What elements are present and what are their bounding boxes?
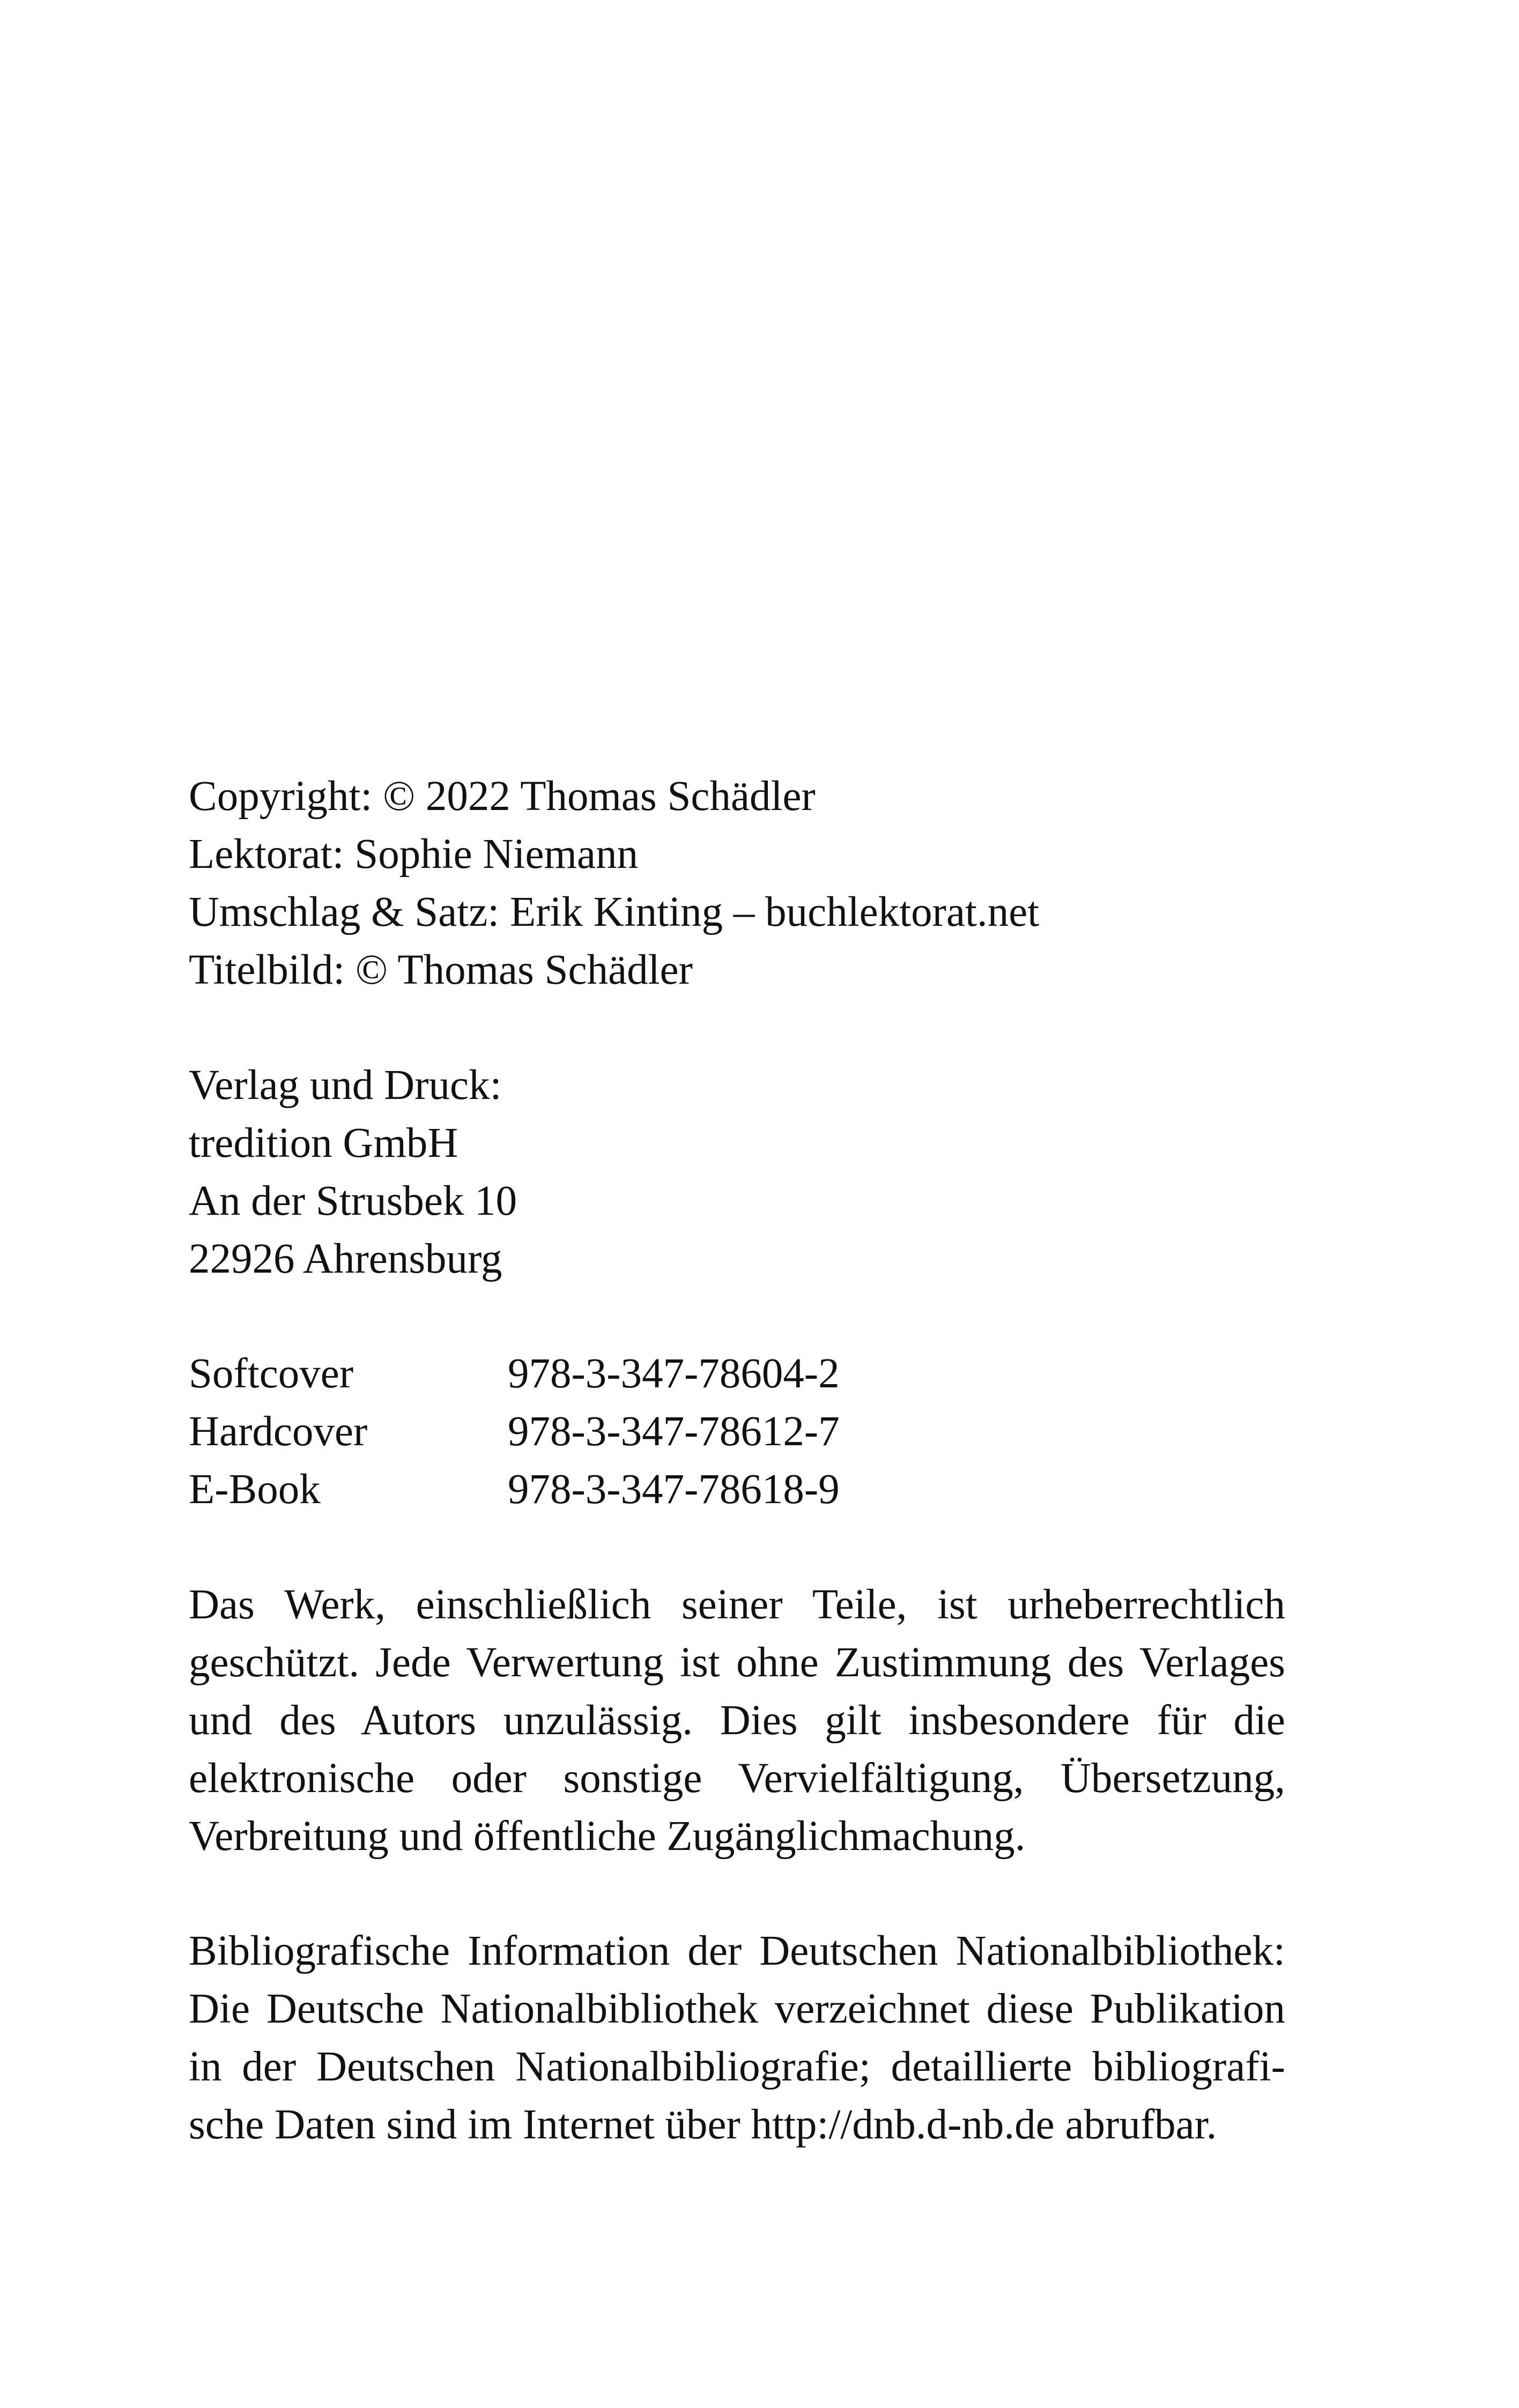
rights-notice-line: Das Werk, einschließlich seiner Teile, ist urheberrechtlich <box>189 1581 1285 1628</box>
bibliographic-info-line: sche Daten sind im Internet über http://dnb.d-nb.de abrufbar. <box>189 2101 1217 2148</box>
rights-notice-line: geschützt. Jede Verwertung ist ohne Zustimmung des Verlages <box>189 1639 1285 1686</box>
cover-image-line: Titelbild: © Thomas Schädler <box>189 947 693 993</box>
isbn-format-label: Softcover <box>189 1350 354 1397</box>
isbn-format-label: Hardcover <box>189 1408 368 1455</box>
publisher-name: tredition GmbH <box>189 1120 458 1166</box>
isbn-format-label: E-Book <box>189 1466 321 1513</box>
copyright-line: Copyright: © 2022 Thomas Schädler <box>189 773 816 820</box>
isbn-block <box>189 1345 1285 1519</box>
isbn-number: 978-3-347-78604-2 <box>508 1350 840 1397</box>
bibliographic-info-line: Die Deutsche Nationalbibliothek verzeichnet diese Publikation <box>189 1986 1285 2032</box>
isbn-row-softcover <box>189 1345 1285 1403</box>
editing-line: Lektorat: Sophie Niemann <box>189 831 639 878</box>
rights-notice-line: elektronische oder sonstige Vervielfältigung, Übersetzung, <box>189 1755 1285 1802</box>
bibliographic-info-line: in der Deutschen Nationalbibliografie; detaillierte bibliografi- <box>189 2043 1285 2090</box>
credits-block <box>189 768 1285 999</box>
rights-notice <box>189 1576 1285 1866</box>
bibliographic-info <box>189 1922 1285 2154</box>
isbn-number: 978-3-347-78612-7 <box>508 1408 840 1455</box>
publisher-city: 22926 Ahrensburg <box>189 1236 502 1282</box>
cover-typesetting-line: Umschlag & Satz: Erik Kinting – buchlektorat.net <box>189 889 1040 935</box>
publisher-heading: Verlag und Druck: <box>189 1062 502 1109</box>
isbn-row-hardcover <box>189 1403 1285 1461</box>
bibliographic-info-line: Bibliografische Information der Deutschen Nationalbibliothek: <box>189 1928 1285 1974</box>
publisher-street: An der Strusbek 10 <box>189 1178 517 1224</box>
isbn-row-ebook <box>189 1461 1285 1519</box>
isbn-number: 978-3-347-78618-9 <box>508 1466 840 1513</box>
publisher-block <box>189 1057 1285 1288</box>
rights-notice-line: Verbreitung und öffentliche Zugänglichmachung. <box>189 1813 1026 1860</box>
rights-notice-line: und des Autors unzulässig. Dies gilt insbesondere für die <box>189 1697 1285 1744</box>
